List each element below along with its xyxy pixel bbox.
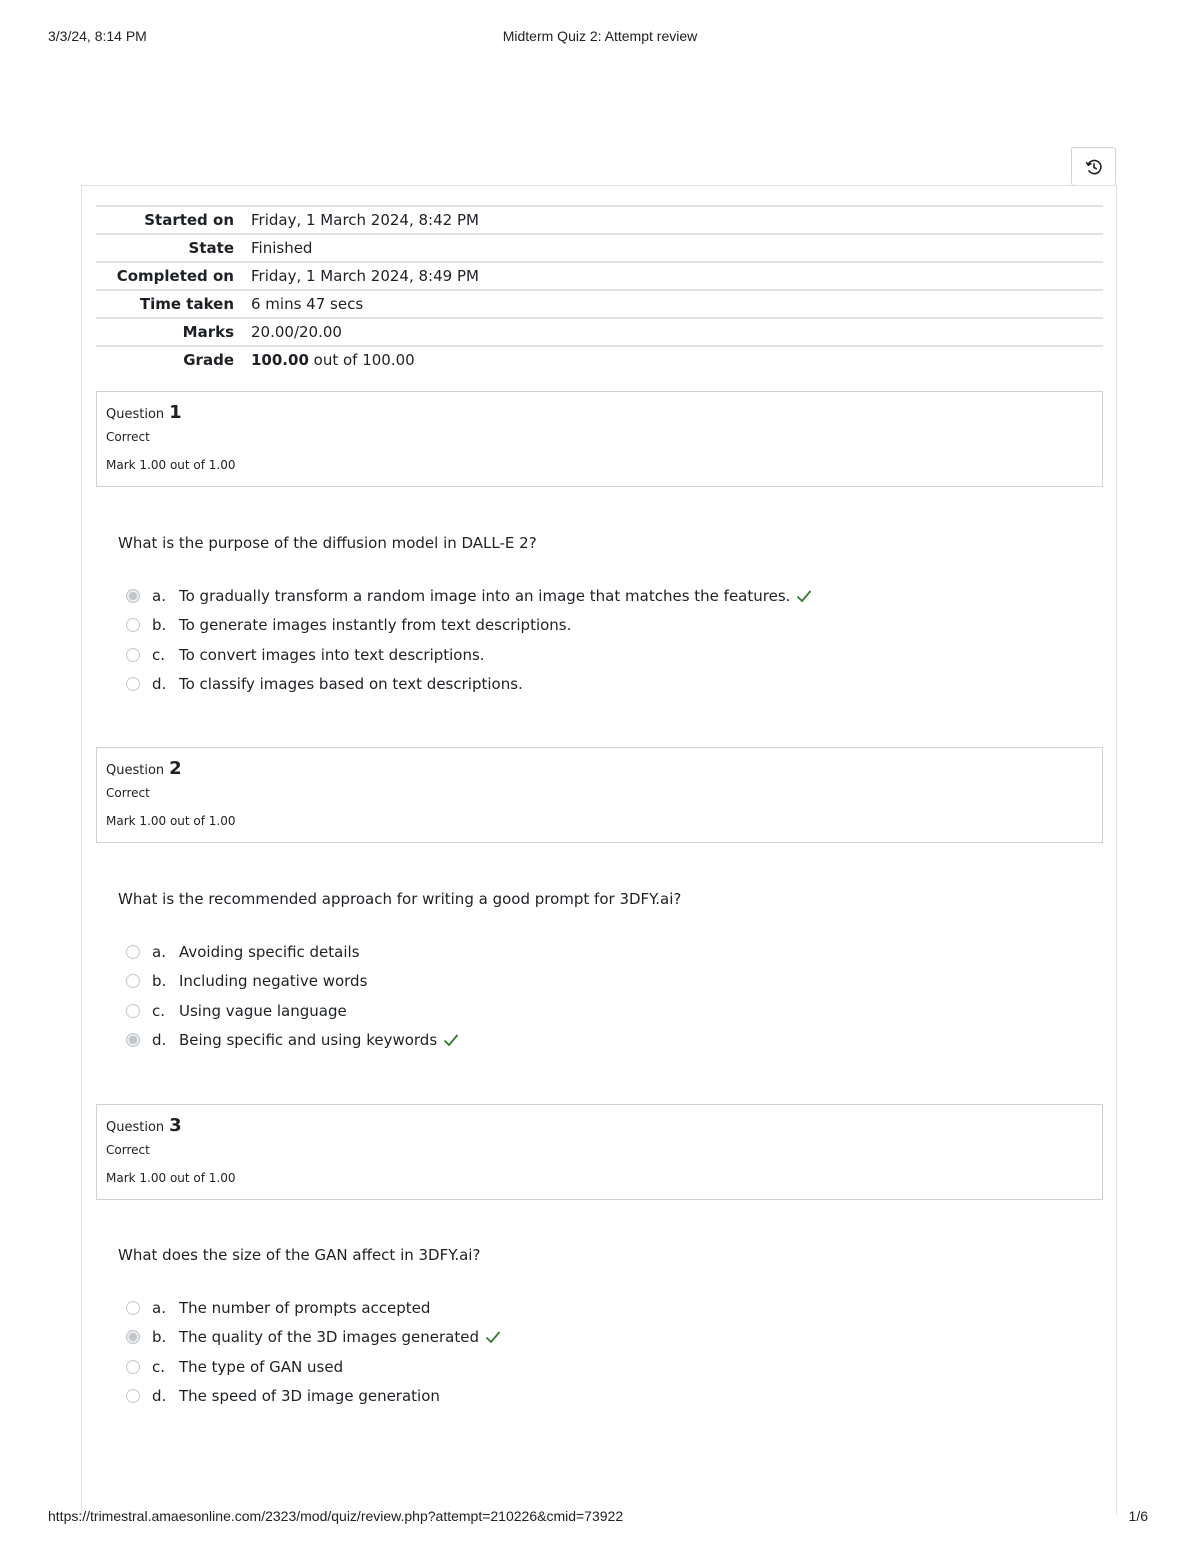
answer-option[interactable] [126,1382,501,1412]
answer-letter: d. [152,675,167,694]
answer-text: Including negative words [179,972,368,991]
summary-label: Started on [144,211,234,229]
answer-letter: d. [152,1031,167,1050]
correct-check-icon [485,1330,501,1344]
print-url: https://trimestral.amaesonline.com/2323/mod/quiz/review.php?attempt=210226&cmid=73922 [48,1508,624,1524]
answer-text: To generate images instantly from text descriptions. [179,616,572,635]
grade-score: 100.00 [251,351,309,369]
print-page-title: Midterm Quiz 2: Attempt review [502,28,698,44]
radio-selected[interactable] [126,589,140,603]
answer-option[interactable] [126,937,459,967]
summary-label: Marks [182,323,234,341]
radio-unselected[interactable] [126,1004,140,1018]
summary-row-state [96,233,1103,261]
answer-letter: b. [152,972,167,991]
radio-unselected[interactable] [126,648,140,662]
answer-letter: a. [152,1298,166,1317]
summary-row-grade [96,345,1103,373]
question-number [106,758,1102,780]
radio-unselected[interactable] [126,1389,140,1403]
summary-label: Time taken [139,295,234,313]
answer-option[interactable] [126,1293,501,1323]
answer-list-1 [126,581,812,699]
answer-option[interactable] [126,967,459,997]
question-number-value: 1 [169,402,182,423]
question-label: Question [106,407,165,422]
question-number-value: 2 [169,758,182,779]
answer-letter: b. [152,616,167,635]
summary-label: State [188,239,234,257]
answer-letter: a. [152,942,166,961]
question-text-1: What is the purpose of the diffusion model in DALL-E 2? [118,534,537,552]
answer-option[interactable] [126,581,812,611]
question-grade: Mark 1.00 out of 1.00 [106,814,236,828]
radio-selected[interactable] [126,1033,140,1047]
radio-selected[interactable] [126,1330,140,1344]
answer-text: Avoiding specific details [179,942,360,961]
radio-unselected[interactable] [126,945,140,959]
summary-row-started [96,205,1103,233]
history-button[interactable] [1071,147,1116,186]
print-header [48,28,1152,48]
correct-check-icon [796,589,812,603]
summary-value: 20.00/20.00 [251,323,342,341]
answer-letter: c. [152,1001,166,1020]
summary-value: Friday, 1 March 2024, 8:49 PM [251,267,479,285]
question-info-3 [96,1104,1103,1200]
summary-row-time [96,289,1103,317]
answer-option[interactable] [126,1352,501,1382]
question-label: Question [106,1120,165,1135]
radio-unselected[interactable] [126,1360,140,1374]
question-state: Correct [106,1143,150,1157]
radio-unselected[interactable] [126,618,140,632]
summary-row-completed [96,261,1103,289]
answer-letter: a. [152,586,166,605]
grade-total: out of 100.00 [308,351,415,369]
summary-row-marks [96,317,1103,345]
question-info-2 [96,747,1103,843]
answer-option[interactable] [126,670,812,700]
history-icon [1084,157,1104,177]
radio-unselected[interactable] [126,974,140,988]
question-grade: Mark 1.00 out of 1.00 [106,1171,236,1185]
question-number-value: 3 [169,1115,182,1136]
question-state: Correct [106,430,150,444]
question-label: Question [106,763,165,778]
correct-check-icon [443,1033,459,1047]
radio-unselected[interactable] [126,1301,140,1315]
summary-label: Grade [183,351,234,369]
print-datetime: 3/3/24, 8:14 PM [48,28,147,44]
question-state: Correct [106,786,150,800]
question-text-2: What is the recommended approach for writing a good prompt for 3DFY.ai? [118,890,682,908]
print-page-number: 1/6 [1128,1508,1148,1524]
answer-list-3 [126,1293,501,1411]
summary-value: 6 mins 47 secs [251,295,364,313]
summary-value [251,351,1103,369]
answer-option[interactable] [126,611,812,641]
answer-option[interactable] [126,1323,501,1353]
summary-value: Friday, 1 March 2024, 8:42 PM [251,211,479,229]
question-number [106,402,1102,424]
answer-text: To gradually transform a random image into an image that matches the features. [179,586,791,605]
question-grade: Mark 1.00 out of 1.00 [106,458,236,472]
answer-text: Being specific and using keywords [179,1031,438,1050]
answer-letter: c. [152,1357,166,1376]
attempt-summary [96,205,1103,373]
answer-option[interactable] [126,640,812,670]
summary-value: Finished [251,239,313,257]
radio-unselected[interactable] [126,677,140,691]
answer-text: The type of GAN used [179,1357,344,1376]
answer-letter: b. [152,1328,167,1347]
answer-text: The number of prompts accepted [179,1298,431,1317]
summary-label: Completed on [116,267,234,285]
answer-letter: c. [152,645,166,664]
answer-text: To convert images into text descriptions. [179,645,485,664]
answer-letter: d. [152,1387,167,1406]
answer-list-2 [126,937,459,1055]
question-number [106,1115,1102,1137]
answer-option[interactable] [126,1026,459,1056]
answer-option[interactable] [126,996,459,1026]
answer-text: To classify images based on text descriptions. [179,675,523,694]
answer-text: Using vague language [179,1001,347,1020]
question-text-3: What does the size of the GAN affect in 3DFY.ai? [118,1246,481,1264]
answer-text: The quality of the 3D images generated [179,1328,479,1347]
question-info-1 [96,391,1103,487]
answer-text: The speed of 3D image generation [179,1387,440,1406]
